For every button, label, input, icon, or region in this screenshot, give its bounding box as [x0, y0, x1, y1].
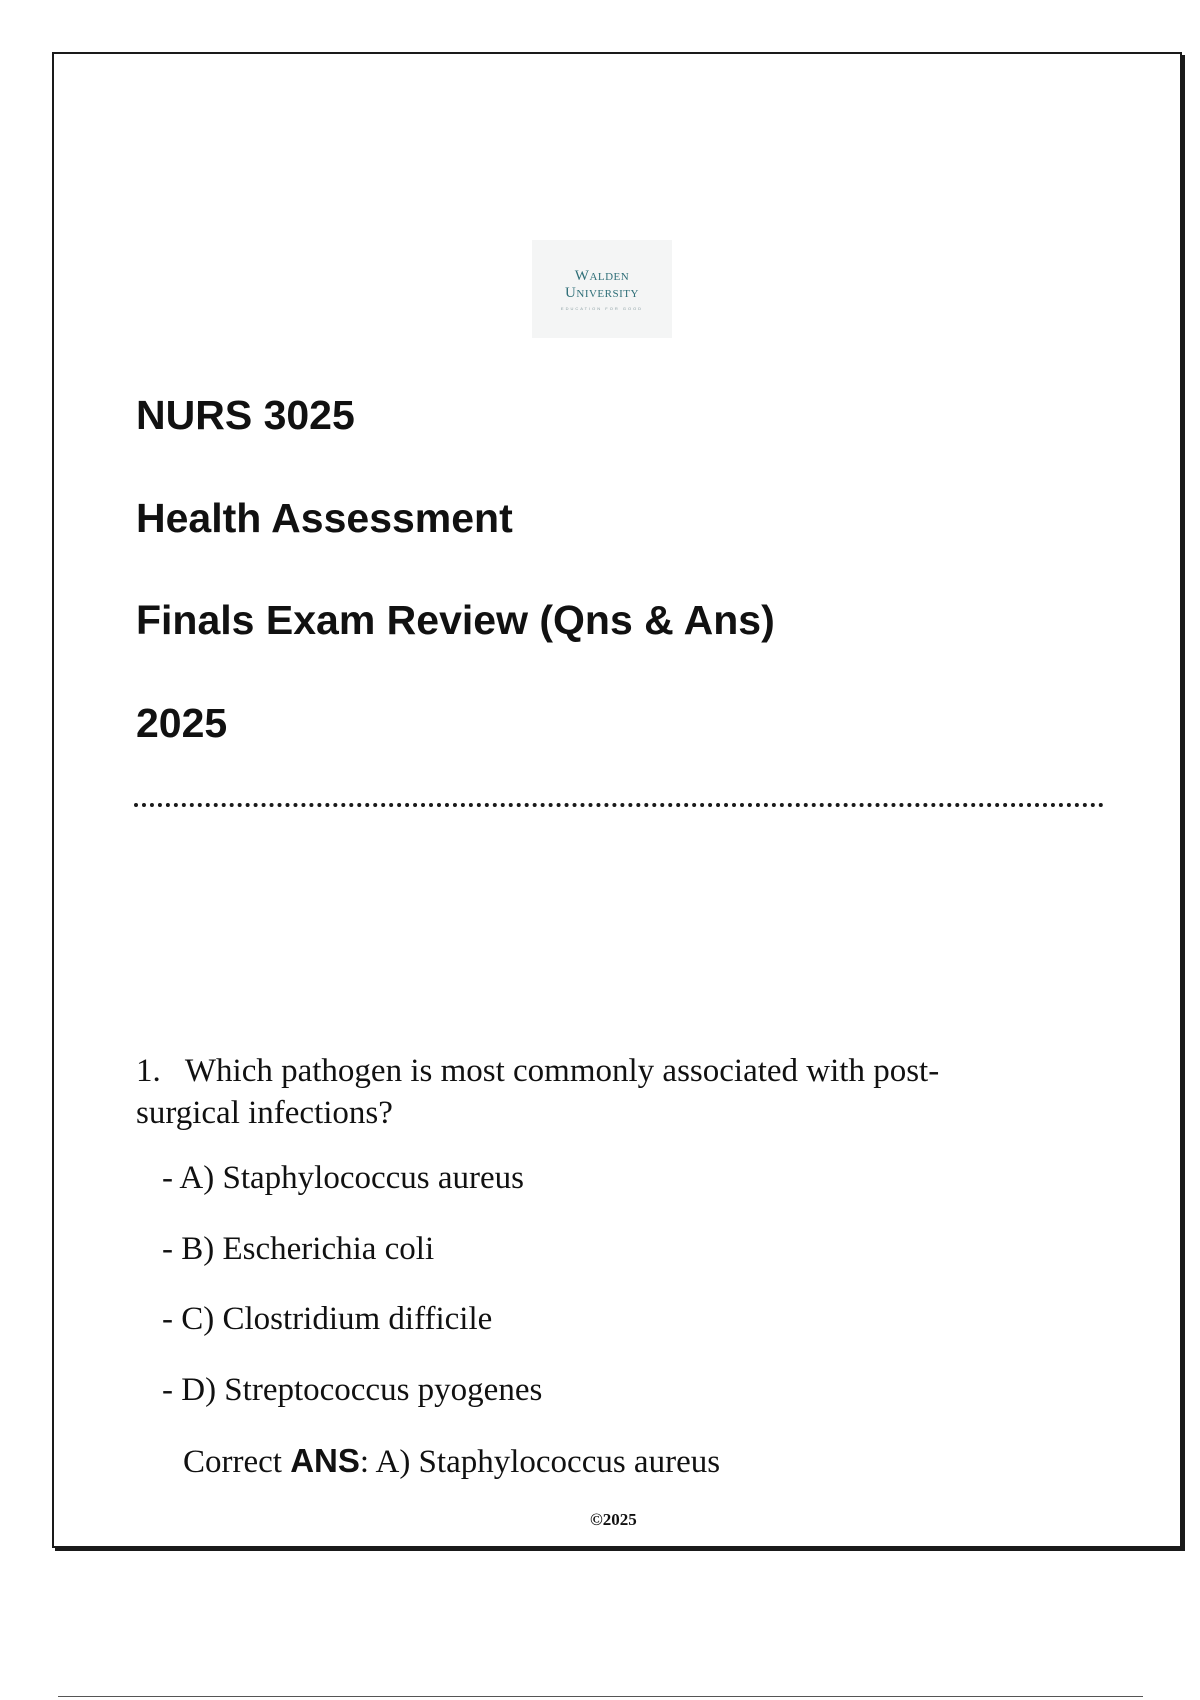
correct-answer: [183, 1442, 720, 1481]
question-text: Which pathogen is most commonly associated with post-surgical infections?: [136, 1053, 940, 1131]
option-a: - A) Staphylococcus aureus: [162, 1160, 524, 1196]
answer-prefix: Correct: [183, 1444, 291, 1480]
course-subject: Health Assessment: [136, 495, 513, 541]
logo-tagline: EDUCATION FOR GOOD: [560, 305, 644, 311]
question-1: [136, 1050, 1036, 1134]
exam-title: Finals Exam Review (Qns & Ans): [136, 597, 775, 643]
university-logo: [532, 240, 672, 338]
option-d: - D) Streptococcus pyogenes: [162, 1372, 543, 1408]
answer-key: ANS: [290, 1442, 360, 1479]
logo-line-1: Walden: [574, 267, 630, 284]
exam-year: 2025: [136, 700, 228, 746]
logo-line-2: University: [565, 284, 639, 301]
dotted-divider: [134, 803, 1104, 807]
option-b: - B) Escherichia coli: [162, 1231, 435, 1267]
question-number: 1.: [136, 1053, 161, 1089]
copyright: ©2025: [590, 1510, 637, 1529]
bottom-divider: [58, 1696, 1143, 1697]
option-c: - C) Clostridium difficile: [162, 1301, 493, 1337]
course-code: NURS 3025: [136, 392, 355, 438]
answer-text: : A) Staphylococcus aureus: [359, 1444, 721, 1480]
